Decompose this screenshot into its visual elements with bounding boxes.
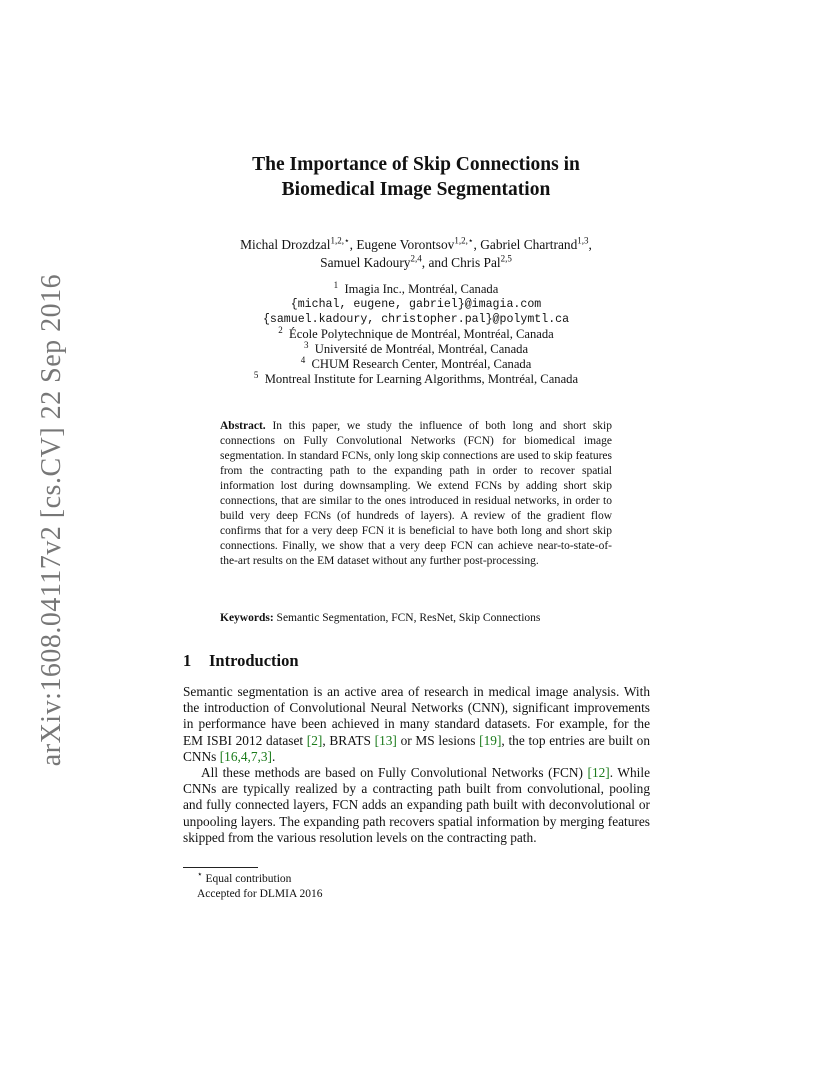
footnote-divider [183,867,258,868]
author-name: Samuel Kadoury [320,254,411,270]
author-affil-sup: 2,4 [410,253,422,264]
authors-line-1: Michal Drozdzal$^{1,2,⋆}$, Eugene Vorontsov$^{1,2,⋆}$, Gabriel Chartrand$^{1,3}$, [240,235,592,252]
citation-link[interactable]: [2] [306,732,323,748]
citation-link[interactable]: [13] [374,732,397,748]
abstract [220,419,612,569]
citation-link[interactable]: [12] [587,765,610,781]
affiliation-5: $^5$ Montreal Institute for Learning Algorithms, Montréal, Canada [253,369,579,386]
affiliation-2: $^2$ École Polytechnique de Montréal, Montréal, Canada [278,324,554,341]
footnotes [197,869,323,901]
citation-link[interactable]: [19] [479,732,502,748]
paragraph-2: All these methods are based on Fully Convolutional Networks (FCN) [12]. While CNNs are typically realized by a contracting path built from convolutional, pooling and fully connected layers, FCN adds an expanding path built with deconvolutional or unpooling layers. The expanding path recovers spatial information by merging features skipped from the various resolution levels on the contracting path. [183,765,650,845]
citation-link[interactable]: [16,4,7,3] [219,748,272,764]
abstract-label: Abstract. [220,420,266,432]
body-text [183,684,650,846]
authors-line-2: Samuel Kadoury$^{2,4}$, and Chris Pal$^{2,5}$ [320,253,512,270]
title-line-1: The Importance of Skip Connections in [252,154,580,175]
keywords [220,611,612,626]
arxiv-identifier: arXiv:1608.04117v2 [cs.CV] 22 Sep 2016 [36,273,67,767]
paragraph-1: Semantic segmentation is an active area of research in medical image analysis. With the introduction of Convolutional Neural Networks (CNN), significant improvements in performance have been achieved in many standard datasets. For example, for the EM ISBI 2012 dataset [2], BRATS [13] or MS lesions [19], the top entries are built on CNNs [16,4,7,3]. [183,684,650,764]
author-affil-sup: 1,3 [577,235,589,246]
author-name: Eugene Vorontsov [356,237,455,252]
author-affil-sup: 1,2,⋆ [454,235,474,246]
footnote-1: ⋆ Equal contribution [197,869,292,885]
author-affil-sup: 2,5 [500,253,512,264]
title-line-2: Biomedical Image Segmentation [281,179,551,200]
section-number: 1 [183,651,192,670]
author-list [150,236,682,271]
affiliations [150,279,682,387]
author-name: Chris Pal [451,254,501,270]
email-line-2: {samuel.kadoury, christopher.pal}@polymtl.ca [262,313,570,326]
affiliation-4: $^4$ CHUM Research Center, Montréal, Canada [300,354,532,371]
section-title: Introduction [209,651,299,670]
keywords-label: Keywords: [220,612,274,624]
affiliation-1: $^1$ Imagia Inc., Montréal, Canada [333,279,499,296]
email-line-1: {michal, eugene, gabriel}@imagia.com [290,298,542,311]
keywords-text: Semantic Segmentation, FCN, ResNet, Skip Connections [276,612,541,624]
paper-title [150,152,682,202]
author-name: Gabriel Chartrand [480,237,578,252]
author-name: Michal Drozdzal [240,237,331,252]
abstract-text: In this paper, we study the influence of both long and short skip connections on Fully Convolutional Networks (FCN) for biomedical image segmentation. In standard FCNs, only long skip connections are used to skip features from the contracting path to the expanding path in order to recover spatial information lost during downsampling. We extend FCNs by adding short skip connections, that are similar to the ones introduced in residual networks, in order to build very deep FCNs (of hundreds of layers). A review of the gradient flow confirms that for a very deep FCN it is beneficial to have both long and short skip connections. Finally, we show that a very deep FCN can achieve near-to-state-of-the-art results on the EM dataset without any further post-processing. [220,420,613,567]
author-affil-sup: 1,2,⋆ [330,235,350,246]
section-heading [183,651,299,671]
affiliation-3: $^3$ Université de Montréal, Montréal, Canada [303,339,529,356]
footnote-2: Accepted for DLMIA 2016 [197,887,323,900]
